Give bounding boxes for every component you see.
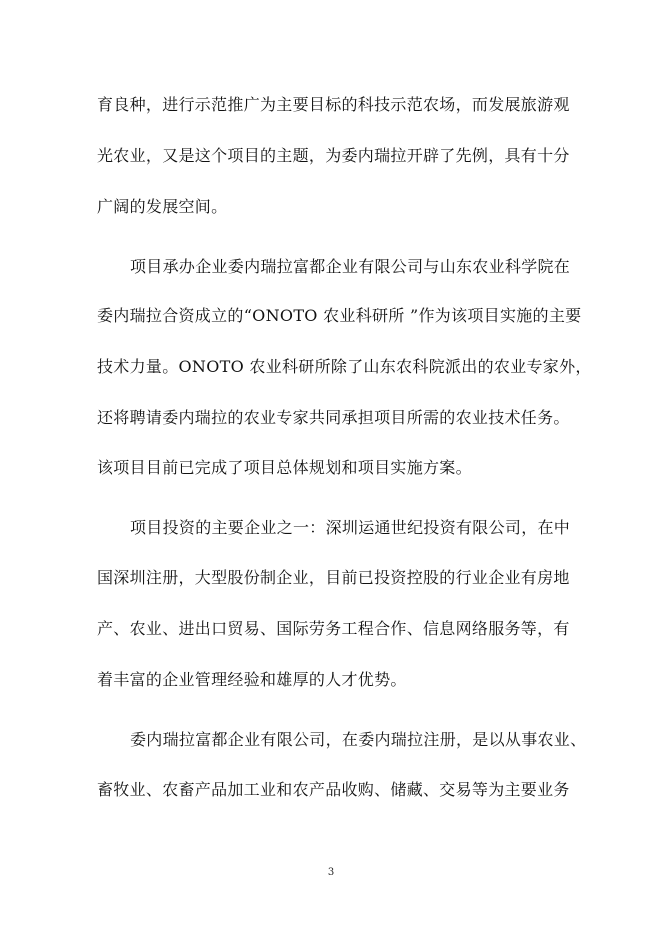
body-text-line: 国深圳注册，大型股份制企业，目前已投资控股的行业企业有房地 [97,568,570,587]
body-text-line: 着丰富的企业管理经验和雄厚的人才优势。 [97,670,407,689]
body-text-line: 产、农业、进出口贸易、国际劳务工程合作、信息网络服务等，有 [97,619,570,638]
body-text-line: 光农业，又是这个项目的主题，为委内瑞拉开辟了先例，具有十分 [97,146,570,165]
body-text-line: 育良种，进行示范推广为主要目标的科技示范农场，而发展旅游观 [97,95,570,114]
body-text-line: 广阔的发展空间。 [97,197,228,216]
body-text-line: 还将聘请委内瑞拉的农业专家共同承担项目所需的农业技术任务。 [97,408,570,427]
body-text-line: 项目投资的主要企业之一：深圳运通世纪投资有限公司，在中 [130,518,571,537]
body-text-line: 技术力量。ONOTO 农业科研所除了山东农科院派出的农业专家外， [97,357,592,376]
page-number: 3 [327,867,335,878]
body-text-line: 畜牧业、农畜产品加工业和农产品收购、储藏、交易等为主要业务 [97,780,570,799]
body-text-line: 该项目目前已完成了项目总体规划和项目实施方案。 [97,458,472,477]
body-text-line: 项目承办企业委内瑞拉富都企业有限公司与山东农业科学院在 [130,257,571,276]
body-text-line: 委内瑞拉富都企业有限公司，在委内瑞拉注册，是以从事农业、 [130,730,587,749]
body-text-line: 委内瑞拉合资成立的“ONOTO 农业科研所 ”作为该项目实施的主要 [97,306,582,325]
